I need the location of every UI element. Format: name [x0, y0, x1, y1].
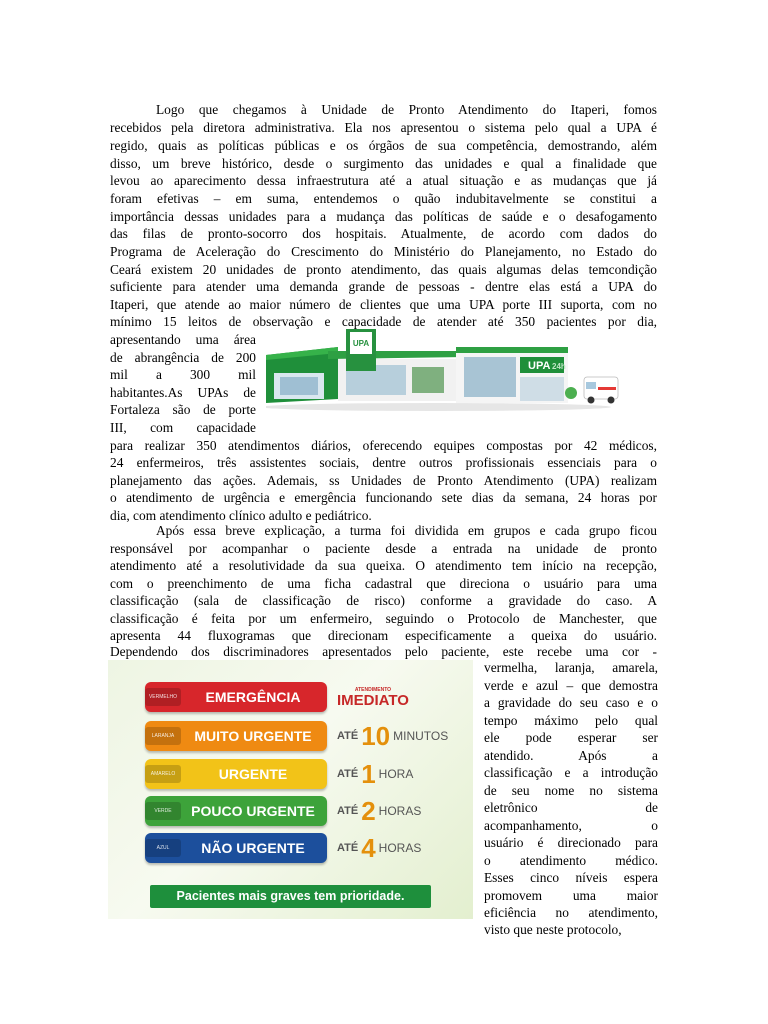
- wait-number: 1: [361, 759, 376, 789]
- wait-unit: HORAS: [378, 804, 422, 818]
- p2-line: Após essa breve explicação, a turma foi dividida em grupos e cada grupo ficou: [156, 523, 657, 538]
- p2-wrap-line: Esses cinco níveis espera: [484, 870, 658, 885]
- triage-color-tab: VERMELHO: [145, 688, 181, 706]
- p1-wrap-line: habitantes.As UPAs de: [110, 385, 256, 400]
- p1-line: Ceará existem 20 unidades de pronto atendimento, das quais algumas delas temcondição: [110, 262, 657, 277]
- triage-color-tab: AMARELO: [145, 765, 181, 783]
- p2-wrap-line: a gravidade do seu caso e o: [484, 695, 658, 710]
- p2-wrap-line: acompanhamento, o: [484, 818, 658, 833]
- ate-label: ATÉ: [337, 842, 359, 854]
- p1-line: foram efetivas – em suma, entendemos o quão indubitavelmente se constitui a: [110, 191, 657, 206]
- p2-wrap-line: usuário é direcionado para: [484, 835, 658, 850]
- p2-wrap-line: tempo máximo pelo qual: [484, 713, 658, 728]
- wait-number: 2: [361, 796, 376, 826]
- p1-line: suficiente para atender uma demanda grande de pessoas - dentre elas está a UPA do: [110, 279, 657, 294]
- immediate-caption: ATENDIMENTO: [354, 686, 392, 693]
- wait-number: 10: [361, 721, 391, 751]
- upa-building-illustration: [266, 325, 622, 411]
- p1-wrap-line: de abrangência de 200: [110, 350, 256, 365]
- p1-line: o atendimento de urgência e emergência funcionando sete dias da semana, 24 horas por: [110, 490, 657, 505]
- wait-unit: HORA: [378, 767, 414, 781]
- p1-line: regido, quais as políticas públicas e os órgãos de sua competência, demostrando, além: [110, 138, 657, 153]
- p1-line: Itaperi, que atende ao maior número de clientes que uma UPA porte III suporta, com no: [110, 297, 657, 312]
- p2-line: atendimento até a resolutividade da sua queixa. O atendimento tem início na recepção,: [110, 558, 657, 573]
- triage-level-label: EMERGÊNCIA: [205, 689, 301, 705]
- triage-level-label: MUITO URGENTE: [194, 728, 312, 744]
- manchester-triage-chart: [108, 660, 473, 919]
- p2-wrap-line: visto que neste protocolo,: [484, 922, 622, 937]
- triage-level-label: NÃO URGENTE: [201, 840, 305, 856]
- wait-number: 4: [361, 833, 376, 863]
- triage-wait-time: [337, 833, 421, 863]
- triage-wait-time: [337, 721, 448, 751]
- p2-line: com o preenchimento de uma ficha cadastral que direciona o usuário para uma: [110, 576, 657, 591]
- p2-wrap-line: de seu nome no sistema: [484, 783, 658, 798]
- triage-pill: [145, 682, 327, 712]
- p1-wrap-line: apresentando uma área: [110, 332, 256, 347]
- triage-wait-time: [337, 759, 413, 789]
- triage-level-label: URGENTE: [218, 766, 288, 782]
- p2-line: Dependendo dos discriminadores apresentados pelo paciente, este recebe uma cor -: [110, 644, 657, 659]
- p2-wrap-line: classificação e a introdução: [484, 765, 658, 780]
- p1-line: mínimo 15 leitos de observação e capacidade de atender até 350 pacientes por dia,: [110, 314, 657, 329]
- p2-wrap-line: ele pode esperar ser: [484, 730, 658, 745]
- upa-tower-sign: UPA: [352, 339, 370, 348]
- triage-color-tab: LARANJA: [145, 727, 181, 745]
- p1-line: para realizar 350 atendimentos diários, oferecendo equipes compostas por 42 médicos,: [110, 438, 657, 453]
- p1-line: disso, um breve histórico, desde o surgimento das unidades e qual a finalidade que: [110, 156, 657, 171]
- p1-line: Logo que chegamos à Unidade de Pronto Atendimento do Itaperi, fomos: [156, 102, 657, 117]
- triage-pill: [145, 721, 327, 751]
- p1-line: Programa de Aceleração do Crescimento do Ministério do Planejamento, no Estado do: [110, 244, 657, 259]
- p2-line: classificação é feita por um enfermeiro, seguindo o Protocolo de Manchester, que: [110, 611, 657, 626]
- triage-level-emergency: [145, 682, 465, 712]
- triage-level-urgent: [145, 759, 465, 789]
- p1-wrap-line: III, com capacidade: [110, 420, 256, 435]
- ate-label: ATÉ: [337, 730, 359, 742]
- triage-color-tab: AZUL: [145, 839, 181, 857]
- triage-level-very-urgent: [145, 721, 465, 751]
- p2-line: responsável por acompanhar o paciente desde a entrada na unidade de pronto: [110, 541, 657, 556]
- p1-line: recebidos pela diretora administrativa. Ela nos apresentou o sistema pelo qual a UPA é: [110, 120, 657, 135]
- triage-wait-time: [337, 796, 421, 826]
- ate-label: ATÉ: [337, 768, 359, 780]
- triage-level-non-urgent: [145, 833, 465, 863]
- p1-line: planejamento das ações. Ademais, ss Unidades de Pronto Atendimento (UPA) realizam: [110, 473, 657, 488]
- p2-wrap-line: o atendimento médico.: [484, 853, 658, 868]
- triage-pill: [145, 833, 327, 863]
- p1-line: das filas de pronto-socorro dos hospitais. Atualmente, de acordo com dados do: [110, 226, 657, 241]
- wait-unit: MINUTOS: [393, 729, 449, 743]
- p1-wrap-line: mil a 300 mil: [110, 367, 256, 382]
- triage-level-label: POUCO URGENTE: [191, 803, 315, 819]
- p2-wrap-line: vermelha, laranja, amarela,: [484, 660, 658, 675]
- wait-unit: HORAS: [378, 841, 422, 855]
- triage-pill: [145, 759, 327, 789]
- priority-banner: Pacientes mais graves tem prioridade.: [150, 885, 431, 908]
- immediate-label: IMEDIATO: [337, 691, 409, 709]
- p2-wrap-line: eficiência no atendimento,: [484, 905, 658, 920]
- triage-level-less-urgent: [145, 796, 465, 826]
- upa24h-logo-main: UPA: [528, 360, 551, 372]
- p2-wrap-line: promovem uma maior: [484, 888, 658, 903]
- p1-line: levou ao aparecimento dessa infraestrutura até a atual situação e as mudanças que já: [110, 173, 657, 188]
- p1-line: 24 enfermeiros, três assistentes sociais, dentre outros profissionais essenciais para o: [110, 455, 657, 470]
- p2-line: classificação (sala de classificação de risco) conforme a gravidade do caso. A: [110, 593, 657, 608]
- p2-line: apresenta 44 fluxogramas que direcionam especificamente a queixa do usuário.: [110, 628, 657, 643]
- p2-wrap-line: eletrônico de: [484, 800, 658, 815]
- triage-wait-time: [337, 682, 409, 712]
- triage-pill: [145, 796, 327, 826]
- ate-label: ATÉ: [337, 805, 359, 817]
- p2-wrap-line: atendido. Após a: [484, 748, 658, 763]
- p1-line: importância dessas unidades para a mudança das políticas de saúde e o desafogamento: [110, 209, 657, 224]
- upa24h-logo-suffix: 24h: [552, 362, 566, 371]
- p1-wrap-line: Fortaleza são de porte: [110, 402, 256, 417]
- triage-color-tab: VERDE: [145, 802, 181, 820]
- p1-line: dia, com atendimento clínico adulto e pediátrico.: [110, 508, 372, 523]
- p2-wrap-line: verde e azul – que demostra: [484, 678, 658, 693]
